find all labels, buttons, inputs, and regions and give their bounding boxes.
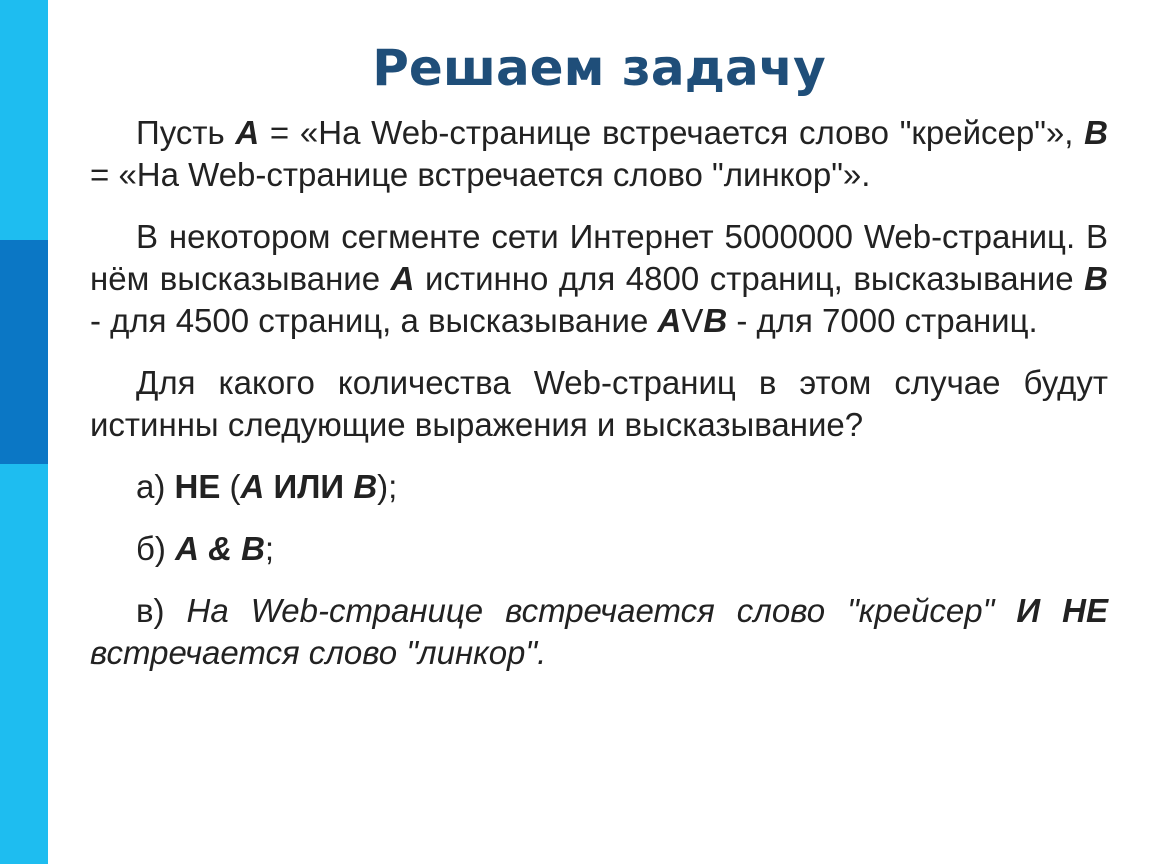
item-prefix: б)	[136, 530, 176, 567]
statement-text: На Web-странице встречается слово "крейсер"	[186, 592, 1017, 629]
variable-b: B	[703, 302, 728, 339]
variable-a: A	[235, 114, 260, 151]
variable-b: B	[1084, 260, 1109, 297]
task-item-b	[90, 528, 1108, 570]
variable-a: А	[240, 468, 265, 505]
and-expression: А & В	[175, 530, 265, 567]
variable-b: B	[1084, 114, 1109, 151]
text: В некотором сегменте сети Интернет 5000000 Web-страниц. В нём высказывание	[90, 218, 1108, 297]
slide-title: Решаем задачу	[372, 39, 826, 97]
text: );	[377, 468, 398, 505]
task-item-c	[90, 590, 1108, 674]
variable-a: A	[390, 260, 415, 297]
statement-text: встречается слово "линкор".	[90, 634, 547, 671]
text: (	[220, 468, 241, 505]
item-prefix: а)	[136, 468, 175, 505]
or-operator: ИЛИ	[264, 468, 354, 505]
paragraph-conditions	[90, 216, 1108, 342]
text: Пусть	[136, 114, 236, 151]
side-bar-bottom	[0, 464, 48, 864]
or-operator: V	[681, 302, 704, 339]
side-bar-top	[0, 0, 48, 240]
paragraph-question: Для какого количества Web-страниц в этом случае будут истинны следующие выражения и высказывание?	[90, 364, 1108, 443]
side-accent-bar	[0, 0, 48, 864]
text: ;	[264, 530, 275, 567]
not-operator: НЕ	[174, 468, 221, 505]
text: = «На Web-странице встречается слово "крейсер"»,	[259, 114, 1085, 151]
item-prefix: в)	[136, 592, 187, 629]
paragraph-definitions	[90, 112, 1108, 196]
variable-a: A	[657, 302, 682, 339]
and-not-operator: И НЕ	[1016, 592, 1108, 629]
task-item-a	[90, 466, 1108, 508]
text: истинно для 4800 страниц, высказывание	[414, 260, 1085, 297]
text: = «На Web-странице встречается слово "линкор"».	[90, 156, 871, 193]
variable-b: В	[353, 468, 378, 505]
side-bar-middle	[0, 240, 48, 464]
slide-content	[90, 112, 1108, 694]
text: - для 7000 страниц.	[727, 302, 1038, 339]
text: - для 4500 страниц, а высказывание	[90, 302, 658, 339]
